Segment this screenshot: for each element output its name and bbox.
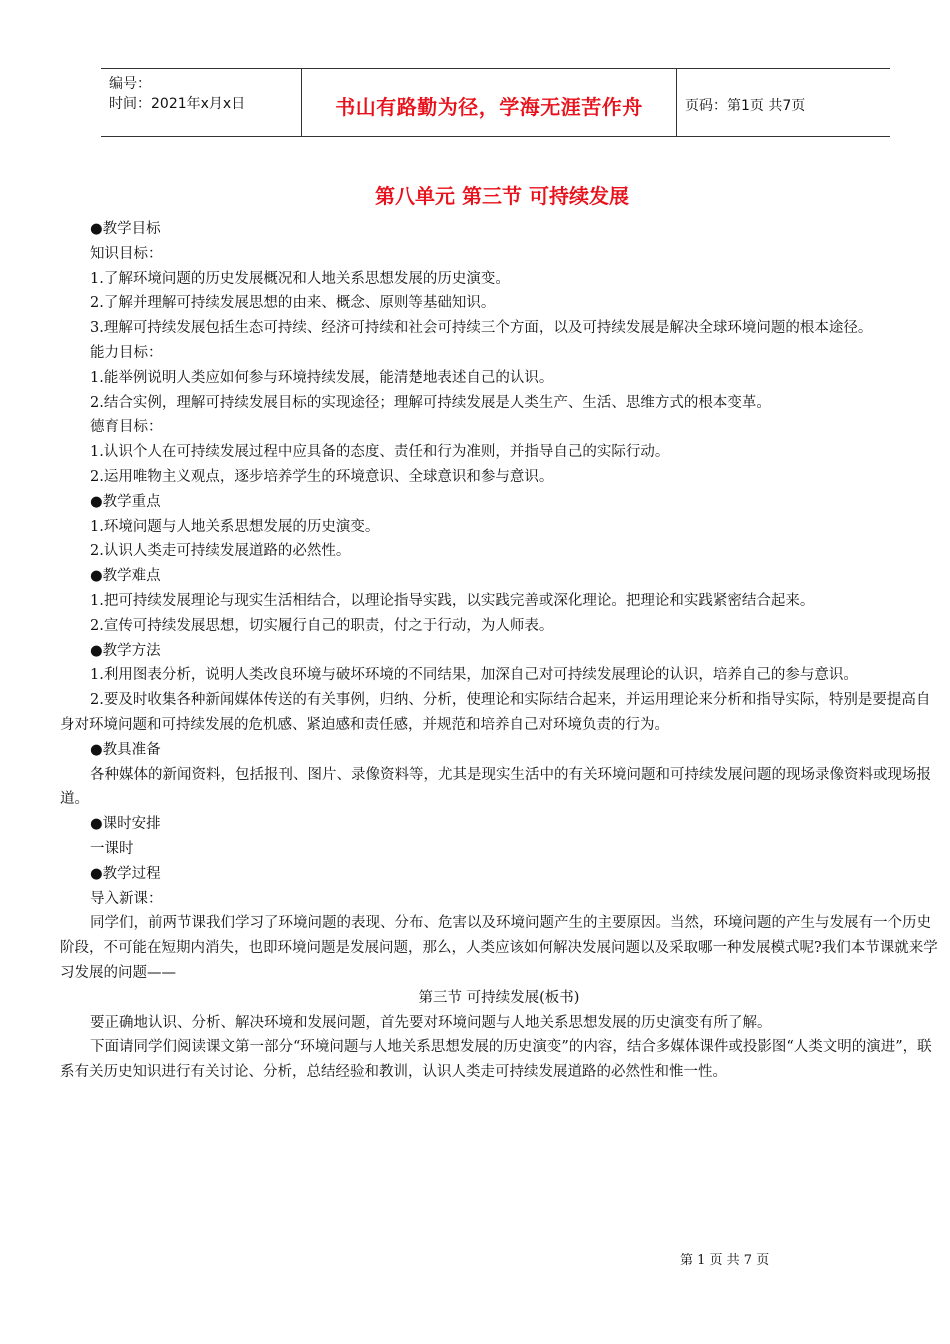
paragraph: 导入新课： [90,890,163,907]
header-right-cell [677,69,890,136]
paragraph: 1.把可持续发展理论与现实生活相结合，以理论指导实践，以实践完善或深化理论。把理论和实践紧密结合起来。 [90,592,815,609]
paragraph: ●教学方法 [90,642,161,659]
paragraph: ●课时安排 [90,816,161,833]
paragraph: 3.理解可持续发展包括生态可持续、经济可持续和社会可持续三个方面，以及可持续发展是解决全球环境问题的根本途径。 [90,320,873,337]
paragraph: 2.宣传可持续发展思想，切实履行自己的职责，付之于行动，为人师表。 [90,617,554,634]
paragraph: 知识目标： [90,245,163,262]
paragraph: 能力目标： [90,344,163,361]
paragraph: ●教学难点 [90,568,161,585]
paragraph: ●教学过程 [90,865,161,882]
paragraph: 1.认识个人在可持续发展过程中应具备的态度、责任和行为准则，并指导自己的实际行动。 [90,444,670,461]
header-table [101,68,890,137]
time-label: 时间：2021年x月x日 [109,96,246,112]
document-body [60,217,938,1085]
paragraph: 一课时 [90,840,134,857]
paragraph: ●教学目标 [90,221,161,237]
header-middle-cell [302,69,677,136]
paragraph: 1.了解环境问题的历史发展概况和人地关系思想发展的历史演变。 [90,270,510,287]
paragraph: ●教学重点 [90,493,161,510]
number-label: 编号： [109,76,151,92]
paragraph: 2.运用唯物主义观点，逐步培养学生的环境意识、全球意识和参与意识。 [90,468,554,485]
paragraph: 1.环境问题与人地关系思想发展的历史演变。 [90,518,380,535]
paragraph: 下面请同学们阅读课文第一部分“环境问题与人地关系思想发展的历史演变”的内容，结合多媒体课件或投影图“人类文明的演进”，联系有关历史知识进行有关讨论、分析，总结经验和教训，认识人类走可持续发展道路的必然性和惟一性。 [60,1039,932,1081]
paragraph: 1.利用图表分析，说明人类改良环境与破坏环境的不同结果，加深自己对可持续发展理论的认识，培养自己的参与意识。 [90,667,858,684]
document-title: 第八单元 第三节 可持续发展 [375,184,629,208]
page-footer: 第 1 页 共 7 页 [680,1253,770,1268]
paragraph: 2.认识人类走可持续发展道路的必然性。 [90,543,351,560]
paragraph: 2.了解并理解可持续发展思想的由来、概念、原则等基础知识。 [90,295,496,312]
paragraph: 同学们，前两节课我们学习了环境问题的表现、分布、危害以及环境问题产生的主要原因。当然，环境问题的产生与发展有一个历史阶段，不可能在短期内消失，也即环境问题是发展问题，那么，人类应该如何解决发展问题以及采取哪一种发展模式呢?我们本节课就来学习发展的问题—— [60,915,938,981]
paragraph: 2.结合实例，理解可持续发展目标的实现途径；理解可持续发展是人类生产、生活、思维方式的根本变革。 [90,394,771,411]
paragraph: 要正确地认识、分析、解决环境和发展问题，首先要对环境问题与人地关系思想发展的历史演变有所了解。 [90,1014,772,1031]
paragraph: ●教具准备 [90,741,161,758]
paragraph: 德育目标： [90,419,163,436]
page-label: 页码：第1页 共7页 [685,98,806,114]
paragraph: 2.要及时收集各种新闻媒体传送的有关事例，归纳、分析，使理论和实际结合起来，并运用理论来分析和指导实际，特别是要提高自身对环境问题和可持续发展的危机感、紧迫感和责任感，并规范和培养自己对环境负责的行为。 [60,692,931,733]
section-heading: 第三节 可持续发展(板书) [418,989,580,1006]
header-left-cell [101,69,302,136]
paragraph: 各种媒体的新闻资料，包括报刊、图片、录像资料等，尤其是现实生活中的有关环境问题和可持续发展问题的现场录像资料或现场报道。 [60,766,931,808]
motto: 书山有路勤为径，学海无涯苦作舟 [335,95,643,119]
paragraph: 1.能举例说明人类应如何参与环境持续发展，能清楚地表述自己的认识。 [90,369,554,386]
